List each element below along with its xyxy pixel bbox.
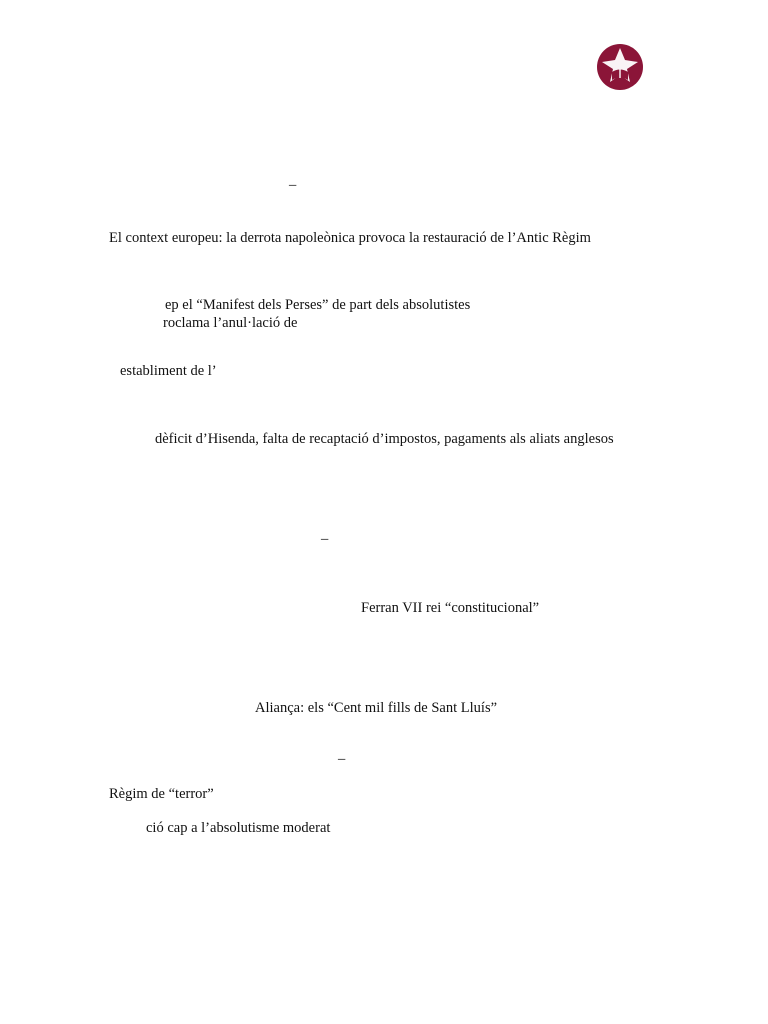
section-dash-2: – — [321, 531, 329, 547]
text-line-deficit: dèficit d’Hisenda, falta de recaptació d’impostos, pagaments als aliats anglesos — [155, 431, 614, 447]
text-line-constitutional-king: Ferran VII rei “constitucional” — [361, 600, 540, 616]
section-dash-1: – — [289, 177, 297, 193]
text-line-annulment: roclama l’anul·lació de — [163, 315, 298, 331]
text-line-terror-regime: Règim de “terror” — [109, 786, 214, 802]
text-line-establishment: establiment de l’ — [120, 363, 217, 379]
text-line-alliance: Aliança: els “Cent mil fills de Sant Lluís” — [255, 700, 498, 716]
logo-svg — [594, 42, 646, 92]
institution-logo-icon — [594, 42, 646, 92]
section-dash-3: – — [338, 751, 346, 767]
text-line-moderate-absolutism: ció cap a l’absolutisme moderat — [146, 820, 331, 836]
text-line-manifest: ep el “Manifest dels Perses” de part dels absolutistes — [165, 297, 471, 313]
text-line-european-context: El context europeu: la derrota napoleònica provoca la restauració de l’Antic Règim — [109, 230, 591, 246]
